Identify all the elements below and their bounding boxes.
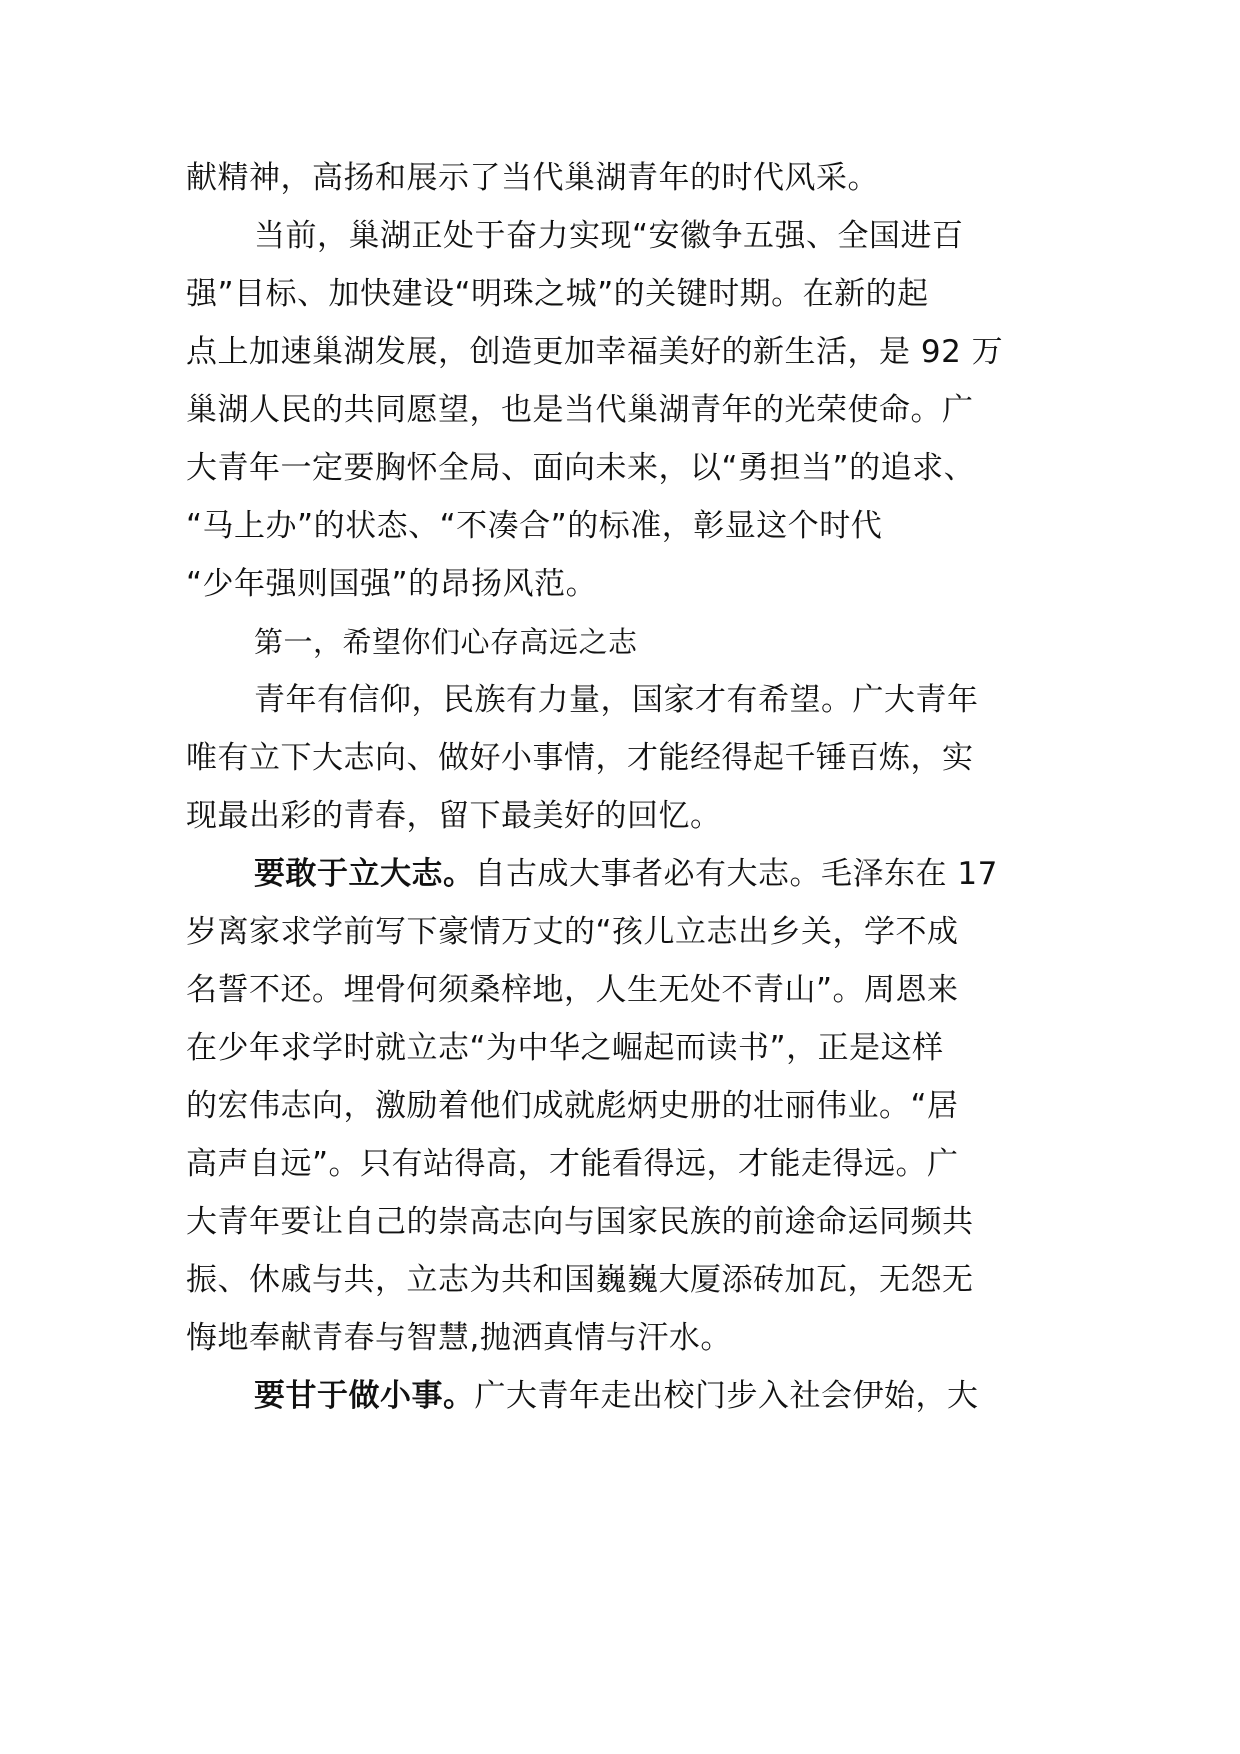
paragraph-line: 献精神，高扬和展示了当代巢湖青年的时代风采。 [186,160,879,196]
paragraph-line: 大青年要让自己的崇高志向与国家民族的前途命运同频共 [186,1204,974,1240]
paragraph-line: 青年有信仰，民族有力量，国家才有希望。广大青年 [254,682,979,718]
paragraph-line: 名誓不还。埋骨何须桑梓地，人生无处不青山”。周恩来 [186,972,959,1008]
paragraph-line: 当前，巢湖正处于奋力实现“安徽争五强、全国进百 [254,218,964,254]
line-text: 自古成大事者必有大志。毛泽东在 17 [474,856,998,892]
paragraph-line: 高声自远”。只有站得高，才能看得远，才能走得远。广 [186,1146,959,1182]
paragraph-line: 巢湖人民的共同愿望，也是当代巢湖青年的光荣使命。广 [186,392,974,428]
paragraph-line: 大青年一定要胸怀全局、面向未来，以“勇担当”的追求、 [186,450,976,486]
paragraph-line: 唯有立下大志向、做好小事情，才能经得起千锤百炼，实 [186,740,974,776]
paragraph-line: 点上加速巢湖发展，创造更加幸福美好的新生活，是 92 万 [186,334,1004,370]
paragraph-line: 现最出彩的青春，留下最美好的回忆。 [186,798,722,834]
paragraph-line: 在少年求学时就立志“为中华之崛起而读书”，正是这样 [186,1030,944,1066]
paragraph-line: 的宏伟志向，激励着他们成就彪炳史册的壮丽伟业。“居 [186,1088,959,1124]
line-text: 广大青年走出校门步入社会伊始，大 [474,1378,979,1414]
paragraph-line [254,854,998,894]
bold-lead-aspire: 要敢于立大志。 [254,856,475,892]
paragraph-line [254,1376,979,1416]
paragraph-line: “少年强则国强”的昂扬风范。 [186,566,598,602]
paragraph-line: 岁离家求学前写下豪情万丈的“孩儿立志出乡关，学不成 [186,914,959,950]
paragraph-line: 强”目标、加快建设“明珠之城”的关键时期。在新的起 [186,276,929,312]
paragraph-line: 悔地奉献青春与智慧,抛洒真情与汗水。 [186,1320,732,1356]
paragraph-line: “马上办”的状态、“不凑合”的标准，彰显这个时代 [186,508,883,544]
bold-lead-small-things: 要甘于做小事。 [254,1378,475,1414]
section-heading: 第一，希望你们心存高远之志 [254,625,638,659]
paragraph-line: 振、休戚与共，立志为共和国巍巍大厦添砖加瓦，无怨无 [186,1262,974,1298]
